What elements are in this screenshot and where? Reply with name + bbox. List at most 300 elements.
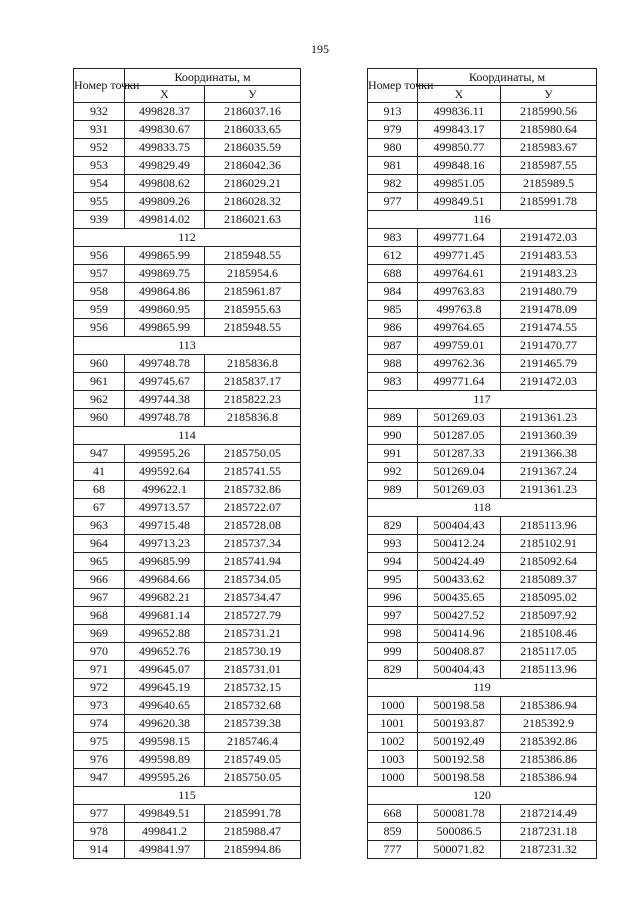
point-number-cell: 983 — [368, 229, 418, 247]
x-coordinate-cell: 499843.17 — [418, 121, 501, 139]
page-number: 195 — [311, 42, 329, 56]
y-coordinate-cell: 2185392.9 — [501, 715, 597, 733]
x-coordinate-cell: 499713.23 — [125, 535, 205, 553]
x-coordinate-cell: 499652.88 — [125, 625, 205, 643]
table-row — [74, 697, 301, 715]
x-coordinate-cell: 499762.36 — [418, 355, 501, 373]
point-number-cell: 997 — [368, 607, 418, 625]
header-coordinates: Координаты, м — [125, 69, 301, 86]
x-coordinate-cell: 499771.64 — [418, 229, 501, 247]
y-coordinate-cell: 2191480.79 — [501, 283, 597, 301]
x-coordinate-cell: 500192.58 — [418, 751, 501, 769]
group-number: 117 — [368, 391, 597, 409]
x-coordinate-cell: 499620.38 — [125, 715, 205, 733]
table-row — [368, 517, 597, 535]
x-coordinate-cell: 499640.65 — [125, 697, 205, 715]
table-row — [74, 499, 301, 517]
table-row — [74, 139, 301, 157]
x-coordinate-cell: 499685.99 — [125, 553, 205, 571]
x-coordinate-cell: 500408.87 — [418, 643, 501, 661]
table-row — [368, 625, 597, 643]
table-row — [74, 553, 301, 571]
point-number-cell: 986 — [368, 319, 418, 337]
y-coordinate-cell: 2191361.23 — [501, 481, 597, 499]
point-number-cell: 982 — [368, 175, 418, 193]
header-x: Х — [125, 86, 205, 103]
x-coordinate-cell: 501287.33 — [418, 445, 501, 463]
point-number-cell: 939 — [74, 211, 125, 229]
group-number: 112 — [74, 229, 301, 247]
coordinates-table-right — [367, 68, 597, 859]
point-number-cell: 956 — [74, 247, 125, 265]
point-number-cell: 969 — [74, 625, 125, 643]
point-number-cell: 688 — [368, 265, 418, 283]
point-number-cell: 952 — [74, 139, 125, 157]
y-coordinate-cell: 2185113.96 — [501, 661, 597, 679]
y-coordinate-cell: 2185822.23 — [205, 391, 301, 409]
y-coordinate-cell: 2191472.03 — [501, 229, 597, 247]
table-row — [368, 409, 597, 427]
y-coordinate-cell: 2191478.09 — [501, 301, 597, 319]
x-coordinate-cell: 500412.24 — [418, 535, 501, 553]
y-coordinate-cell: 2185741.55 — [205, 463, 301, 481]
point-number-cell: 965 — [74, 553, 125, 571]
table-row — [368, 571, 597, 589]
x-coordinate-cell: 500435.65 — [418, 589, 501, 607]
point-number-cell: 958 — [74, 283, 125, 301]
y-coordinate-cell: 2185750.05 — [205, 445, 301, 463]
point-number-cell: 612 — [368, 247, 418, 265]
table-row — [368, 643, 597, 661]
table-row — [368, 103, 597, 121]
x-coordinate-cell: 501269.03 — [418, 481, 501, 499]
y-coordinate-cell: 2185991.78 — [205, 805, 301, 823]
table-row — [74, 535, 301, 553]
y-coordinate-cell: 2191361.23 — [501, 409, 597, 427]
table-row — [368, 301, 597, 319]
table-row — [74, 373, 301, 391]
point-number-cell: 999 — [368, 643, 418, 661]
x-coordinate-cell: 501269.03 — [418, 409, 501, 427]
x-coordinate-cell: 499808.62 — [125, 175, 205, 193]
x-coordinate-cell: 499682.21 — [125, 589, 205, 607]
y-coordinate-cell: 2186042.36 — [205, 157, 301, 175]
y-coordinate-cell: 2186037.16 — [205, 103, 301, 121]
y-coordinate-cell: 2191367.24 — [501, 463, 597, 481]
point-number-cell: 961 — [74, 373, 125, 391]
table-row — [74, 769, 301, 787]
y-coordinate-cell: 2186021.63 — [205, 211, 301, 229]
group-number: 118 — [368, 499, 597, 517]
point-number-cell: 963 — [74, 517, 125, 535]
x-coordinate-cell: 499652.76 — [125, 643, 205, 661]
x-coordinate-cell: 499713.57 — [125, 499, 205, 517]
point-number-cell: 983 — [368, 373, 418, 391]
y-coordinate-cell: 2185102.91 — [501, 535, 597, 553]
y-coordinate-cell: 2185386.86 — [501, 751, 597, 769]
y-coordinate-cell: 2185988.47 — [205, 823, 301, 841]
header-coordinates: Координаты, м — [418, 69, 597, 86]
table-row — [74, 679, 301, 697]
y-coordinate-cell: 2191483.53 — [501, 247, 597, 265]
point-number-cell: 993 — [368, 535, 418, 553]
y-coordinate-cell: 2185948.55 — [205, 319, 301, 337]
y-coordinate-cell: 2185980.64 — [501, 121, 597, 139]
x-coordinate-cell: 499592.64 — [125, 463, 205, 481]
table-row — [368, 283, 597, 301]
point-number-cell: 977 — [368, 193, 418, 211]
x-coordinate-cell: 499841.2 — [125, 823, 205, 841]
table-row — [368, 445, 597, 463]
y-coordinate-cell: 2185955.63 — [205, 301, 301, 319]
y-coordinate-cell: 2185097.92 — [501, 607, 597, 625]
point-number-cell: 962 — [74, 391, 125, 409]
point-number-cell: 959 — [74, 301, 125, 319]
table-row — [74, 589, 301, 607]
table-row — [368, 373, 597, 391]
group-row — [74, 427, 301, 445]
y-coordinate-cell: 2185741.94 — [205, 553, 301, 571]
table-row — [74, 121, 301, 139]
x-coordinate-cell: 500433.62 — [418, 571, 501, 589]
table-row — [74, 211, 301, 229]
y-coordinate-cell: 2185983.67 — [501, 139, 597, 157]
point-number-cell: 989 — [368, 481, 418, 499]
table-row — [74, 103, 301, 121]
point-number-cell: 981 — [368, 157, 418, 175]
y-coordinate-cell: 2185836.8 — [205, 355, 301, 373]
table-row — [368, 535, 597, 553]
group-row — [74, 337, 301, 355]
point-number-cell: 968 — [74, 607, 125, 625]
table-body-right — [368, 103, 597, 859]
x-coordinate-cell: 500192.49 — [418, 733, 501, 751]
table-row — [74, 607, 301, 625]
point-number-cell: 957 — [74, 265, 125, 283]
x-coordinate-cell: 500071.82 — [418, 841, 501, 859]
y-coordinate-cell: 2185117.05 — [501, 643, 597, 661]
x-coordinate-cell: 499684.66 — [125, 571, 205, 589]
point-number-cell: 970 — [74, 643, 125, 661]
point-number-cell: 1002 — [368, 733, 418, 751]
y-coordinate-cell: 2185731.01 — [205, 661, 301, 679]
table-row — [368, 427, 597, 445]
group-row — [74, 229, 301, 247]
table-row — [74, 463, 301, 481]
point-number-cell: 975 — [74, 733, 125, 751]
x-coordinate-cell: 500081.78 — [418, 805, 501, 823]
point-number-cell: 980 — [368, 139, 418, 157]
table-row — [368, 337, 597, 355]
table-row — [368, 481, 597, 499]
table-row — [74, 751, 301, 769]
y-coordinate-cell: 2187231.32 — [501, 841, 597, 859]
y-coordinate-cell: 2185731.21 — [205, 625, 301, 643]
group-number: 115 — [74, 787, 301, 805]
group-row — [368, 211, 597, 229]
table-row — [368, 607, 597, 625]
x-coordinate-cell: 499809.26 — [125, 193, 205, 211]
y-coordinate-cell: 2186029.21 — [205, 175, 301, 193]
point-number-cell: 960 — [74, 355, 125, 373]
table-row — [368, 751, 597, 769]
point-number-cell: 1000 — [368, 769, 418, 787]
y-coordinate-cell: 2185749.05 — [205, 751, 301, 769]
x-coordinate-cell: 500198.58 — [418, 769, 501, 787]
x-coordinate-cell: 499763.8 — [418, 301, 501, 319]
table-row — [74, 355, 301, 373]
x-coordinate-cell: 499864.86 — [125, 283, 205, 301]
x-coordinate-cell: 499849.51 — [418, 193, 501, 211]
x-coordinate-cell: 501287.05 — [418, 427, 501, 445]
y-coordinate-cell: 2185994.86 — [205, 841, 301, 859]
point-number-cell: 991 — [368, 445, 418, 463]
point-number-cell: 994 — [368, 553, 418, 571]
table-row — [74, 571, 301, 589]
y-coordinate-cell: 2185730.19 — [205, 643, 301, 661]
table-row — [368, 733, 597, 751]
point-number-cell: 41 — [74, 463, 125, 481]
table-row — [74, 481, 301, 499]
table-row — [368, 769, 597, 787]
table-row — [74, 517, 301, 535]
y-coordinate-cell: 2186033.65 — [205, 121, 301, 139]
point-number-cell: 953 — [74, 157, 125, 175]
point-number-cell: 68 — [74, 481, 125, 499]
point-number-cell: 932 — [74, 103, 125, 121]
x-coordinate-cell: 499715.48 — [125, 517, 205, 535]
table-row — [74, 625, 301, 643]
x-coordinate-cell: 500404.43 — [418, 661, 501, 679]
y-coordinate-cell: 2185837.17 — [205, 373, 301, 391]
coordinates-table-left — [73, 68, 301, 859]
point-number-cell: 829 — [368, 661, 418, 679]
point-number-cell: 914 — [74, 841, 125, 859]
table-row — [368, 661, 597, 679]
point-number-cell: 966 — [74, 571, 125, 589]
y-coordinate-cell: 2185732.86 — [205, 481, 301, 499]
x-coordinate-cell: 499849.51 — [125, 805, 205, 823]
group-number: 120 — [368, 787, 597, 805]
group-row — [368, 679, 597, 697]
table-row — [368, 265, 597, 283]
x-coordinate-cell: 500193.87 — [418, 715, 501, 733]
y-coordinate-cell: 2191472.03 — [501, 373, 597, 391]
point-number-cell: 829 — [368, 517, 418, 535]
x-coordinate-cell: 499748.78 — [125, 355, 205, 373]
y-coordinate-cell: 2185991.78 — [501, 193, 597, 211]
group-number: 113 — [74, 337, 301, 355]
table-row — [74, 805, 301, 823]
y-coordinate-cell: 2185961.87 — [205, 283, 301, 301]
x-coordinate-cell: 499764.61 — [418, 265, 501, 283]
table-row — [74, 301, 301, 319]
table-row — [74, 265, 301, 283]
y-coordinate-cell: 2185728.08 — [205, 517, 301, 535]
table-row — [368, 553, 597, 571]
y-coordinate-cell: 2191465.79 — [501, 355, 597, 373]
table-row — [74, 733, 301, 751]
point-number-cell: 979 — [368, 121, 418, 139]
y-coordinate-cell: 2185732.15 — [205, 679, 301, 697]
table-row — [368, 247, 597, 265]
point-number-cell: 971 — [74, 661, 125, 679]
point-number-cell: 989 — [368, 409, 418, 427]
group-number: 114 — [74, 427, 301, 445]
table-row — [74, 841, 301, 859]
point-number-cell: 972 — [74, 679, 125, 697]
x-coordinate-cell: 499771.64 — [418, 373, 501, 391]
y-coordinate-cell: 2191470.77 — [501, 337, 597, 355]
y-coordinate-cell: 2185386.94 — [501, 769, 597, 787]
table-row — [368, 139, 597, 157]
point-number-cell: 960 — [74, 409, 125, 427]
point-number-cell: 998 — [368, 625, 418, 643]
y-coordinate-cell: 2185092.64 — [501, 553, 597, 571]
point-number-cell: 956 — [74, 319, 125, 337]
table-row — [74, 661, 301, 679]
point-number-cell: 668 — [368, 805, 418, 823]
x-coordinate-cell: 499814.02 — [125, 211, 205, 229]
group-row — [368, 499, 597, 517]
x-coordinate-cell: 499865.99 — [125, 319, 205, 337]
y-coordinate-cell: 2185113.96 — [501, 517, 597, 535]
table-row — [368, 715, 597, 733]
table-row — [74, 409, 301, 427]
y-coordinate-cell: 2186035.59 — [205, 139, 301, 157]
y-coordinate-cell: 2187214.49 — [501, 805, 597, 823]
table-row — [368, 229, 597, 247]
point-number-cell: 976 — [74, 751, 125, 769]
point-number-cell: 974 — [74, 715, 125, 733]
y-coordinate-cell: 2191474.55 — [501, 319, 597, 337]
x-coordinate-cell: 499622.1 — [125, 481, 205, 499]
x-coordinate-cell: 499829.49 — [125, 157, 205, 175]
y-coordinate-cell: 2185392.86 — [501, 733, 597, 751]
point-number-cell: 990 — [368, 427, 418, 445]
point-number-cell: 1000 — [368, 697, 418, 715]
y-coordinate-cell: 2185739.38 — [205, 715, 301, 733]
y-coordinate-cell: 2185990.56 — [501, 103, 597, 121]
point-number-cell: 978 — [74, 823, 125, 841]
table-row — [74, 283, 301, 301]
table-row — [74, 247, 301, 265]
x-coordinate-cell: 500086.5 — [418, 823, 501, 841]
x-coordinate-cell: 500427.52 — [418, 607, 501, 625]
point-number-cell: 984 — [368, 283, 418, 301]
y-coordinate-cell: 2191366.38 — [501, 445, 597, 463]
y-coordinate-cell: 2185732.68 — [205, 697, 301, 715]
point-number-cell: 992 — [368, 463, 418, 481]
x-coordinate-cell: 501269.04 — [418, 463, 501, 481]
table-row — [74, 319, 301, 337]
y-coordinate-cell: 2185108.46 — [501, 625, 597, 643]
group-row — [368, 391, 597, 409]
y-coordinate-cell: 2185089.37 — [501, 571, 597, 589]
point-number-cell: 947 — [74, 445, 125, 463]
x-coordinate-cell: 499764.65 — [418, 319, 501, 337]
y-coordinate-cell: 2185989.5 — [501, 175, 597, 193]
group-number: 119 — [368, 679, 597, 697]
x-coordinate-cell: 499830.67 — [125, 121, 205, 139]
x-coordinate-cell: 499860.95 — [125, 301, 205, 319]
point-number-cell: 67 — [74, 499, 125, 517]
table-row — [74, 157, 301, 175]
x-coordinate-cell: 499595.26 — [125, 445, 205, 463]
table-row — [368, 175, 597, 193]
table-row — [368, 805, 597, 823]
x-coordinate-cell: 499598.89 — [125, 751, 205, 769]
x-coordinate-cell: 499763.83 — [418, 283, 501, 301]
table-row — [74, 445, 301, 463]
table-row — [74, 823, 301, 841]
y-coordinate-cell: 2185386.94 — [501, 697, 597, 715]
y-coordinate-cell: 2191483.23 — [501, 265, 597, 283]
x-coordinate-cell: 499748.78 — [125, 409, 205, 427]
y-coordinate-cell: 2187231.18 — [501, 823, 597, 841]
x-coordinate-cell: 499865.99 — [125, 247, 205, 265]
y-coordinate-cell: 2185987.55 — [501, 157, 597, 175]
header-y: У — [501, 86, 597, 103]
y-coordinate-cell: 2185737.34 — [205, 535, 301, 553]
header-y: У — [205, 86, 301, 103]
table-row — [74, 175, 301, 193]
y-coordinate-cell: 2185734.05 — [205, 571, 301, 589]
point-number-cell: 1003 — [368, 751, 418, 769]
point-number-cell: 995 — [368, 571, 418, 589]
table-row — [368, 589, 597, 607]
y-coordinate-cell: 2185836.8 — [205, 409, 301, 427]
y-coordinate-cell: 2185948.55 — [205, 247, 301, 265]
y-coordinate-cell: 2185750.05 — [205, 769, 301, 787]
x-coordinate-cell: 499645.19 — [125, 679, 205, 697]
point-number-cell: 954 — [74, 175, 125, 193]
table-row — [74, 715, 301, 733]
y-coordinate-cell: 2185734.47 — [205, 589, 301, 607]
table-row — [368, 319, 597, 337]
point-number-cell: 973 — [74, 697, 125, 715]
group-row — [368, 787, 597, 805]
table-row — [74, 643, 301, 661]
point-number-cell: 964 — [74, 535, 125, 553]
x-coordinate-cell: 500414.96 — [418, 625, 501, 643]
table-row — [368, 823, 597, 841]
group-number: 116 — [368, 211, 597, 229]
point-number-cell: 988 — [368, 355, 418, 373]
x-coordinate-cell: 499771.45 — [418, 247, 501, 265]
table-row — [74, 193, 301, 211]
y-coordinate-cell: 2185722.07 — [205, 499, 301, 517]
x-coordinate-cell: 500198.58 — [418, 697, 501, 715]
table-row — [368, 463, 597, 481]
point-number-cell: 985 — [368, 301, 418, 319]
point-number-cell: 931 — [74, 121, 125, 139]
x-coordinate-cell: 499851.05 — [418, 175, 501, 193]
group-row — [74, 787, 301, 805]
point-number-cell: 977 — [74, 805, 125, 823]
x-coordinate-cell: 499841.97 — [125, 841, 205, 859]
point-number-cell: 1001 — [368, 715, 418, 733]
y-coordinate-cell: 2185954.6 — [205, 265, 301, 283]
point-number-cell: 987 — [368, 337, 418, 355]
table-row — [74, 391, 301, 409]
header-x: Х — [418, 86, 501, 103]
point-number-cell: 859 — [368, 823, 418, 841]
table-row — [368, 841, 597, 859]
y-coordinate-cell: 2185095.02 — [501, 589, 597, 607]
x-coordinate-cell: 499598.15 — [125, 733, 205, 751]
x-coordinate-cell: 499828.37 — [125, 103, 205, 121]
